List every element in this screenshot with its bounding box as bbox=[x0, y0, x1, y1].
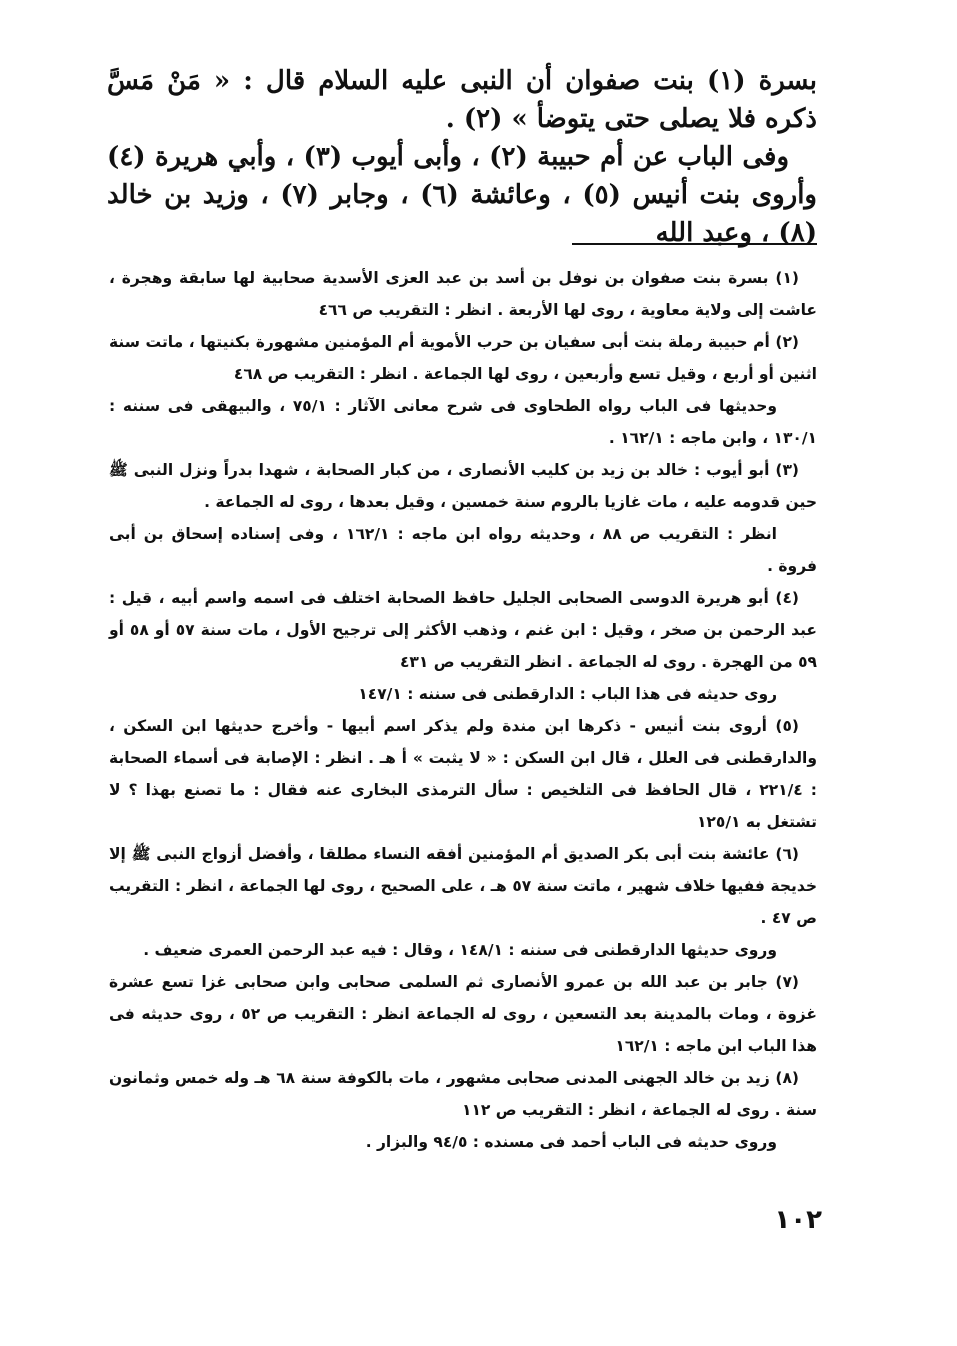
page-number: ١٠٢ bbox=[774, 1205, 822, 1235]
main-paragraph: وفى الباب عن أم حبيبة (٢) ، وأبى أيوب (٣) ، وأبي هريرة (٤) وأروى بنت أنيس (٥) ، وعائشة (٦) ، وجابر (٧) ، وزيد بن خالد (٨) ، وعبد الله bbox=[107, 142, 817, 248]
footnote: (٣) أبو أيوب : خالد بن زيد بن كليب الأنصارى ، من كبار الصحابة ، شهدا بدراً ونزل النبى ﷺ حين قدومه عليه ، مات غازيا بالروم سنة خمسين ، وقيل بعدها ، روى له الجماعة . bbox=[109, 461, 817, 511]
footnotes bbox=[109, 262, 817, 1158]
footnote: (٨) زيد بن خالد الجهنى المدنى صحابى مشهور ، مات بالكوفة سنة ٦٨ هـ وله خمس وثمانون سنة . روى له الجماعة ، انظر : التقريب ص ١١٢ bbox=[109, 1069, 817, 1119]
footnote: (٥) أروى بنت أنيس - ذكرها ابن مندة ولم يذكر اسم أبيها - وأخرج حديثها ابن السكن ، والدارقطنى فى العلل ، قال ابن السكن : « لا يثبت » أ هـ . انظر : الإصابة فى أسماء الصحابة : ٢٢١/٤ ، قال الحافظ فى التلخيص : سأل الترمذى البخارى عنه فقال : ما تصنع بهذا ؟ لا تشتغل به ١٢٥/١ bbox=[109, 717, 817, 831]
main-paragraph: بسرة (١) بنت صفوان أن النبى عليه السلام قال : « مَنْ مَسَّ ذكره فلا يصلى حتى يتوضأ » (٢) . bbox=[107, 66, 817, 134]
footnote: (٤) أبو هريرة الدوسى الصحابى الجليل حافظ الصحابة اختلف فى اسمه واسم أبيه ، قيل : عبد الرحمن بن صخر ، وقيل : ابن غنم ، وذهب الأكثر إلى ترجيح الأول ، مات سنة ٥٧ أو ٥٨ أو ٥٩ من الهجرة . روى له الجماعة . انظر التقريب ص ٤٣١ bbox=[109, 589, 817, 671]
footnote-continuation: وروى حديثه فى الباب أحمد فى مسنده : ٩٤/٥ والبزار . bbox=[365, 1133, 777, 1151]
footnote: (٦) عائشة بنت أبى بكر الصديق أم المؤمنين أفقه النساء مطلقا ، وأفضل أزواج النبى ﷺ إلا خديجة ففيها خلاف شهير ، ماتت سنة ٥٧ هـ ، على الصحيح ، روى لها الجماعة ، انظر : التقريب ص ٤٧ . bbox=[109, 845, 817, 927]
footnote-continuation: انظر : التقريب ص ٨٨ ، وحديثه رواه ابن ماجه : ١٦٢/١ ، وفى إسناده إسحاق بن أبى فروة . bbox=[109, 525, 817, 575]
footnote-continuation: روى حديثه فى هذا الباب : الدارقطنى فى سننه : ١٤٧/١ bbox=[358, 685, 777, 703]
footnote: (٧) جابر بن عبد الله بن عمرو الأنصارى ثم السلمى صحابى وابن صحابى غزا تسع عشرة غزوة ، ومات بالمدينة بعد التسعين ، روى له الجماعة انظر : التقريب ص ٥٢ ، روى حديثه فى هذا الباب ابن ماجه : ١٦٢/١ bbox=[109, 973, 817, 1055]
footnote-continuation: وحديثها فى الباب رواه الطحاوى فى شرح معانى الآثار : ٧٥/١ ، والبيهقى فى سننه : ١٣٠/١ ، وابن ماجه : ١٦٢/١ . bbox=[109, 397, 817, 447]
footnote: (١) بسرة بنت صفوان بن نوفل بن أسد بن عبد العزى الأسدية صحابية لها سابقة وهجرة ، عاشت إلى ولاية معاوية ، روى لها الأربعة . انظر : التقريب ص ٤٦٦ bbox=[109, 269, 817, 319]
main-text bbox=[107, 62, 817, 252]
footnote-continuation: وروى حديثها الدارقطنى فى سننه : ١٤٨/١ ، وقال : فيه عبد الرحمن العمرى ضعيف . bbox=[143, 941, 777, 959]
footnote-divider bbox=[572, 243, 817, 245]
footnote: (٢) أم حبيبة رملة بنت أبى سفيان بن حرب الأموية أم المؤمنين مشهورة بكنيتها ، ماتت سنة اثنين أو أربع ، وقيل تسع وأربعين ، روى لها الجماعة . انظر : التقريب ص ٤٦٨ bbox=[109, 333, 817, 383]
